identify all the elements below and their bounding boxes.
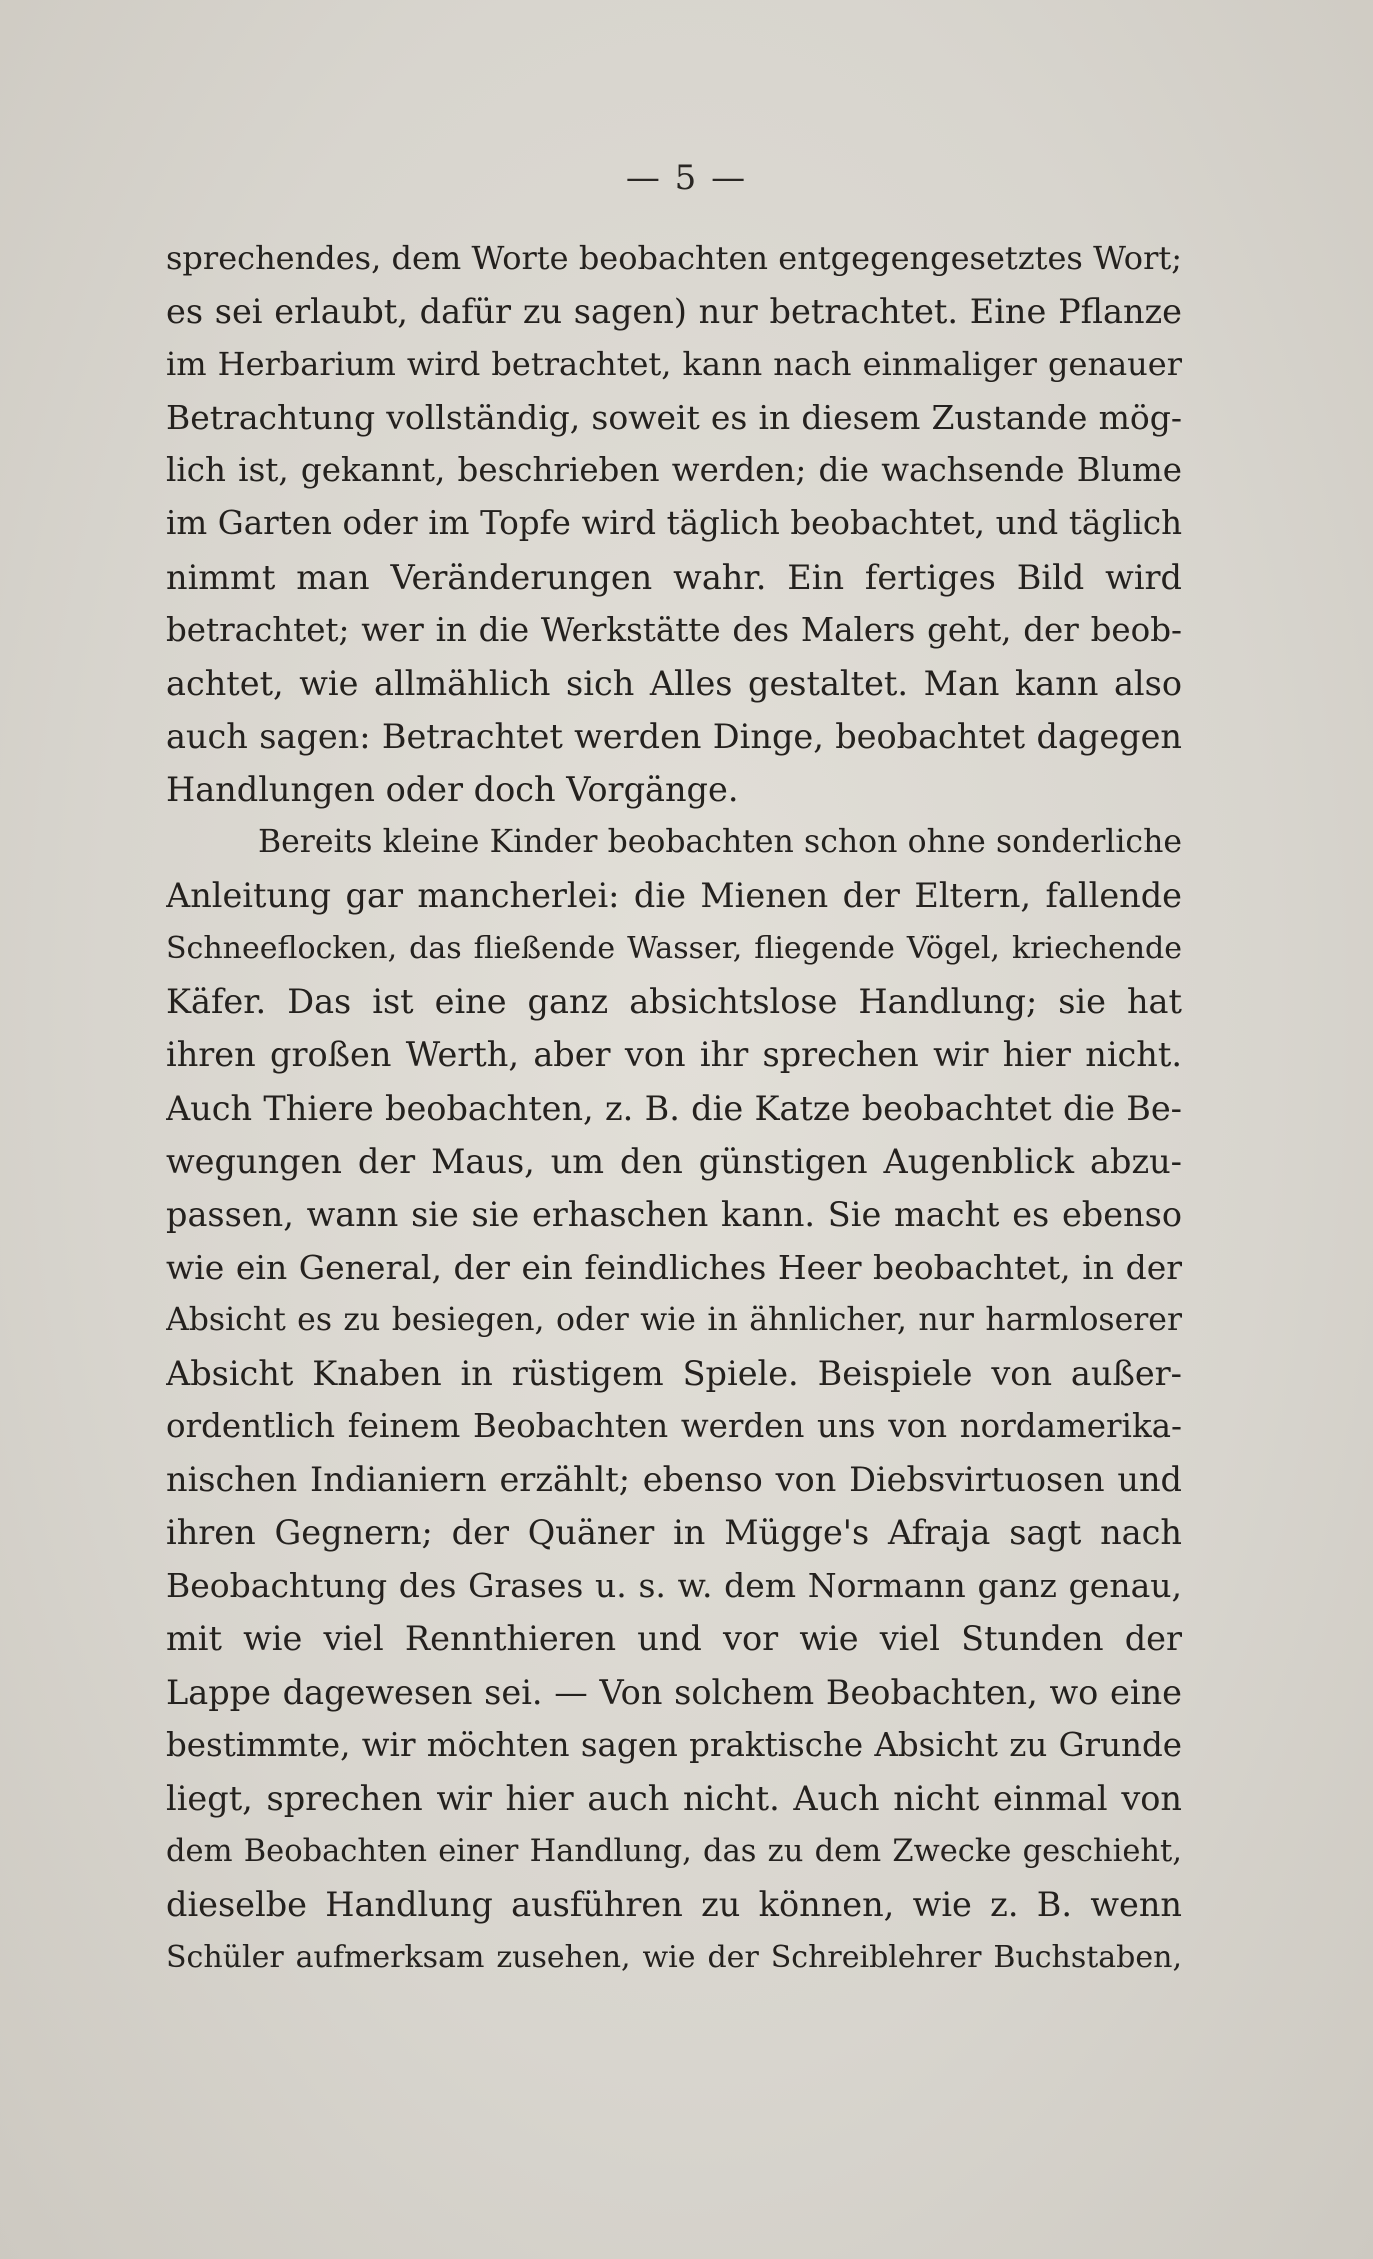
text-line: passen, wann sie sie erhaschen kann. Sie macht es ebenso	[166, 1194, 1182, 1234]
text-line: nischen Indianiern erzählt; ebenso von Diebsvirtuosen und	[166, 1460, 1182, 1500]
text-line: achtet, wie allmählich sich Alles gestaltet. Man kann also	[166, 663, 1182, 703]
text-line: dieselbe Handlung ausführen zu können, wie z. B. wenn	[166, 1884, 1182, 1924]
page-number: — 5 —	[625, 158, 748, 198]
body-text	[166, 232, 1182, 1984]
text-line: lich ist, gekannt, beschrieben werden; die wachsende Blume	[166, 451, 1182, 490]
text-line: Käfer. Das ist eine ganz absichtslose Handlung; sie hat	[166, 982, 1182, 1022]
text-line: bestimmte, wir möchten sagen praktische Absicht zu Grunde	[166, 1725, 1182, 1764]
text-line: im Herbarium wird betrachtet, kann nach einmaliger genauer	[166, 345, 1182, 384]
text-line: ihren Gegnern; der Quäner in Mügge's Afraja sagt nach	[166, 1513, 1182, 1553]
text-line: Lappe dagewesen sei. — Von solchem Beobachten, wo eine	[166, 1672, 1182, 1712]
text-line: nimmt man Veränderungen wahr. Ein fertiges Bild wird	[166, 557, 1182, 597]
paragraph-2	[166, 816, 1182, 1984]
text-line: sprechendes, dem Worte beobachten entgegengesetztes Wort;	[166, 239, 1182, 277]
text-line: auch sagen: Betrachtet werden Dinge, beobachtet dagegen	[166, 716, 1182, 756]
text-line: Betrachtung vollständig, soweit es in diesem Zustande mög-	[166, 398, 1182, 438]
text-line: es sei erlaubt, dafür zu sagen) nur betrachtet. Eine Pflanze	[166, 292, 1182, 332]
text-line: Absicht Knaben in rüstigem Spiele. Beispiele von außer-	[166, 1353, 1182, 1393]
text-line: Beobachtung des Grases u. s. w. dem Normann ganz genau,	[166, 1566, 1182, 1606]
text-line: ordentlich feinem Beobachten werden uns von nordamerika-	[166, 1407, 1182, 1446]
text-line: wie ein General, der ein feindliches Heer beobachtet, in der	[166, 1247, 1182, 1287]
text-line: Schneeflocken, das fließende Wasser, fliegende Vögel, kriechende	[166, 931, 1182, 967]
text-line: betrachtet; wer in die Werkstätte des Malers geht, der beob-	[166, 610, 1182, 649]
text-line: Absicht es zu besiegen, oder wie in ähnlicher, nur harmloserer	[166, 1301, 1182, 1338]
text-line: Schüler aufmerksam zusehen, wie der Schreiblehrer Buchstaben,	[166, 1940, 1182, 1975]
text-line: wegungen der Maus, um den günstigen Augenblick abzu-	[166, 1141, 1182, 1181]
text-line: ihren großen Werth, aber von ihr sprechen wir hier nicht.	[166, 1035, 1182, 1075]
text-line: im Garten oder im Topfe wird täglich beobachtet, und täglich	[166, 504, 1182, 543]
text-line: mit wie viel Rennthieren und vor wie viel Stunden der	[166, 1619, 1182, 1659]
text-line: Bereits kleine Kinder beobachten schon ohne sonderliche	[258, 824, 1182, 861]
paragraph-1	[166, 232, 1182, 816]
text-line: Anleitung gar mancherlei: die Mienen der Eltern, fallende	[166, 876, 1182, 916]
text-line: dem Beobachten einer Handlung, das zu dem Zwecke geschieht,	[166, 1833, 1182, 1869]
text-line: Auch Thiere beobachten, z. B. die Katze beobachtet die Be-	[166, 1088, 1182, 1128]
text-line: Handlungen oder doch Vorgänge.	[166, 769, 739, 809]
text-line: liegt, sprechen wir hier auch nicht. Auch nicht einmal von	[166, 1778, 1182, 1818]
